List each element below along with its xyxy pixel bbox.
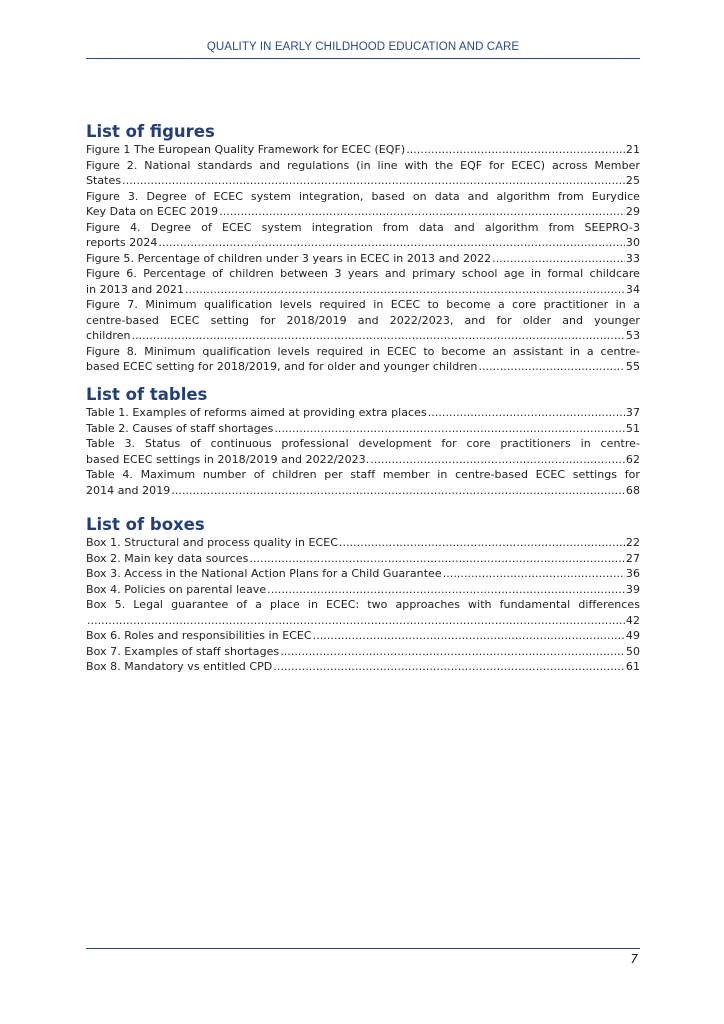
toc-entry-title: Box 6. Roles and responsibilities in ECEC: [86, 629, 312, 642]
dot-leader: [370, 452, 625, 468]
toc-entry[interactable]: [86, 297, 640, 344]
toc-entry-title: Table 2. Causes of staff shortages: [86, 421, 274, 435]
dot-leader: [185, 282, 625, 298]
toc-entry[interactable]: [86, 142, 640, 158]
toc-entry-text-line: Table 4. Maximum number of children per staff member in centre-based ECEC settings for: [86, 468, 640, 481]
list-of-tables: [86, 385, 640, 498]
toc-entry[interactable]: [86, 644, 640, 660]
toc-entry-page-number: 37: [625, 406, 640, 419]
toc-entry-title: based ECEC setting for 2018/2019, and for older and younger children: [86, 360, 478, 373]
toc-entry-page-number: 39: [625, 582, 640, 596]
toc-entry-page-number: 27: [625, 551, 640, 565]
toc-entry-title: Figure 5. Percentage of children under 3 years in ECEC in 2013 and 2022: [86, 251, 492, 265]
toc-entry[interactable]: [86, 405, 640, 421]
dot-leader: [428, 405, 625, 421]
toc-entry-page-number: 29: [625, 205, 640, 218]
toc-entry-title: Table 1. Examples of reforms aimed at providing extra places: [86, 406, 427, 419]
section-heading-boxes: List of boxes: [86, 515, 205, 534]
toc-entry-text-line: Figure 3. Degree of ECEC system integration, based on data and algorithm from Eurydice: [86, 189, 640, 203]
toc-entry[interactable]: [86, 189, 640, 220]
toc-entry-title: States: [86, 174, 122, 187]
toc-entry[interactable]: [86, 551, 640, 567]
toc-entry[interactable]: [86, 220, 640, 251]
toc-entry-title: Key Data on ECEC 2019: [86, 205, 219, 218]
toc-entry-page-number: 22: [625, 536, 640, 549]
list-of-boxes: [86, 515, 640, 675]
toc-entry[interactable]: [86, 251, 640, 267]
header-rule: [86, 58, 640, 59]
section-heading-figures: List of figures: [86, 122, 215, 141]
toc-entry-title: 2014 and 2019: [86, 483, 171, 497]
toc-entry-title: Box 8. Mandatory vs entitled CPD: [86, 660, 273, 673]
dot-leader: [406, 142, 625, 158]
dot-leader: [249, 551, 625, 567]
toc-entry-title: Box 4. Policies on parental leave: [86, 582, 267, 596]
toc-entry[interactable]: [86, 421, 640, 437]
toc-entry-title: Box 7. Examples of staff shortages: [86, 644, 280, 658]
toc-entry-text-line: Figure 6. Percentage of children between 3 years and primary school age in formal childcare: [86, 267, 640, 280]
toc-entry-text-line: Figure 4. Degree of ECEC system integration from data and algorithm from SEEPRO-3: [86, 220, 640, 234]
toc-entry-text-line: Figure 8. Minimum qualification levels required in ECEC to become an assistant in a centre-: [86, 344, 640, 358]
toc-entry-text-line: centre-based ECEC setting for 2018/2019 and 2022/2023, and for older and younger: [86, 313, 640, 327]
dot-leader: [158, 235, 624, 251]
dot-leader: [478, 359, 624, 375]
toc-entry-page-number: 62: [625, 452, 640, 466]
toc-entry[interactable]: [86, 597, 640, 628]
toc-entry-page-number: 51: [625, 421, 640, 435]
dot-leader: [219, 204, 625, 220]
toc-entry-page-number: 50: [625, 644, 640, 658]
toc-entry-title: Figure 1 The European Quality Framework for ECEC (EQF): [86, 143, 406, 156]
toc-entry-title: children: [86, 329, 131, 342]
toc-entry-title: reports 2024: [86, 236, 158, 249]
dot-leader: [274, 421, 625, 437]
toc-entry-page-number: 53: [625, 329, 640, 342]
toc-entry-title: Box 1. Structural and process quality in ECEC: [86, 536, 338, 549]
toc-entry-page-number: 49: [625, 629, 640, 642]
dot-leader: [122, 173, 625, 189]
toc-entry-page-number: 55: [625, 360, 640, 373]
dot-leader: [267, 582, 625, 598]
running-header: QUALITY IN EARLY CHILDHOOD EDUCATION AND CARE: [206, 41, 520, 53]
toc-entry-page-number: 36: [625, 567, 640, 580]
dot-leader: [339, 535, 625, 551]
toc-entry[interactable]: [86, 467, 640, 498]
footer-rule: [86, 948, 640, 949]
toc-entry-title: Box 3. Access in the National Action Plans for a Child Guarantee: [86, 567, 442, 580]
toc-entry-page-number: 21: [625, 143, 640, 156]
toc-entry[interactable]: [86, 266, 640, 297]
toc-entry-page-number: 42: [625, 613, 640, 627]
dot-leader: [273, 659, 625, 675]
dot-leader: [171, 483, 625, 499]
toc-entry[interactable]: [86, 659, 640, 675]
page-number: 7: [630, 952, 638, 966]
section-heading-tables: List of tables: [86, 385, 208, 404]
dot-leader: [443, 566, 625, 582]
toc-entry-text-line: Box 5. Legal guarantee of a place in ECEC: two approaches with fundamental differences: [86, 598, 640, 611]
dot-leader: [313, 628, 625, 644]
toc-entry[interactable]: [86, 158, 640, 189]
dot-leader: [492, 251, 625, 267]
toc-entry[interactable]: [86, 535, 640, 551]
toc-entry-text-line: Figure 2. National standards and regulations (in line with the EQF for ECEC) across Member: [86, 158, 640, 172]
toc-entry-page-number: 33: [625, 251, 640, 265]
toc-entry-page-number: 68: [625, 483, 640, 497]
toc-entry-page-number: 61: [625, 660, 640, 673]
dot-leader: [132, 328, 625, 344]
list-of-figures: [86, 122, 640, 375]
toc-entry-page-number: 34: [625, 282, 640, 296]
toc-entry-page-number: 30: [625, 236, 640, 249]
toc-entry[interactable]: [86, 566, 640, 582]
toc-entry-text-line: Table 3. Status of continuous professional development for core practitioners in centre-: [86, 437, 640, 450]
toc-entry-title: based ECEC settings in 2018/2019 and 2022/2023.: [86, 452, 370, 466]
toc-entry[interactable]: [86, 582, 640, 598]
toc-entry-title: in 2013 and 2021: [86, 282, 185, 296]
toc-entry-text-line: Figure 7. Minimum qualification levels required in ECEC to become a core practitioner in a: [86, 298, 640, 311]
toc-entry[interactable]: [86, 344, 640, 375]
toc-entry-page-number: 25: [625, 174, 640, 187]
toc-entry[interactable]: [86, 436, 640, 467]
toc-entry-title: Box 2. Main key data sources: [86, 551, 249, 565]
dot-leader: [87, 613, 625, 629]
dot-leader: [280, 644, 625, 660]
toc-entry[interactable]: [86, 628, 640, 644]
